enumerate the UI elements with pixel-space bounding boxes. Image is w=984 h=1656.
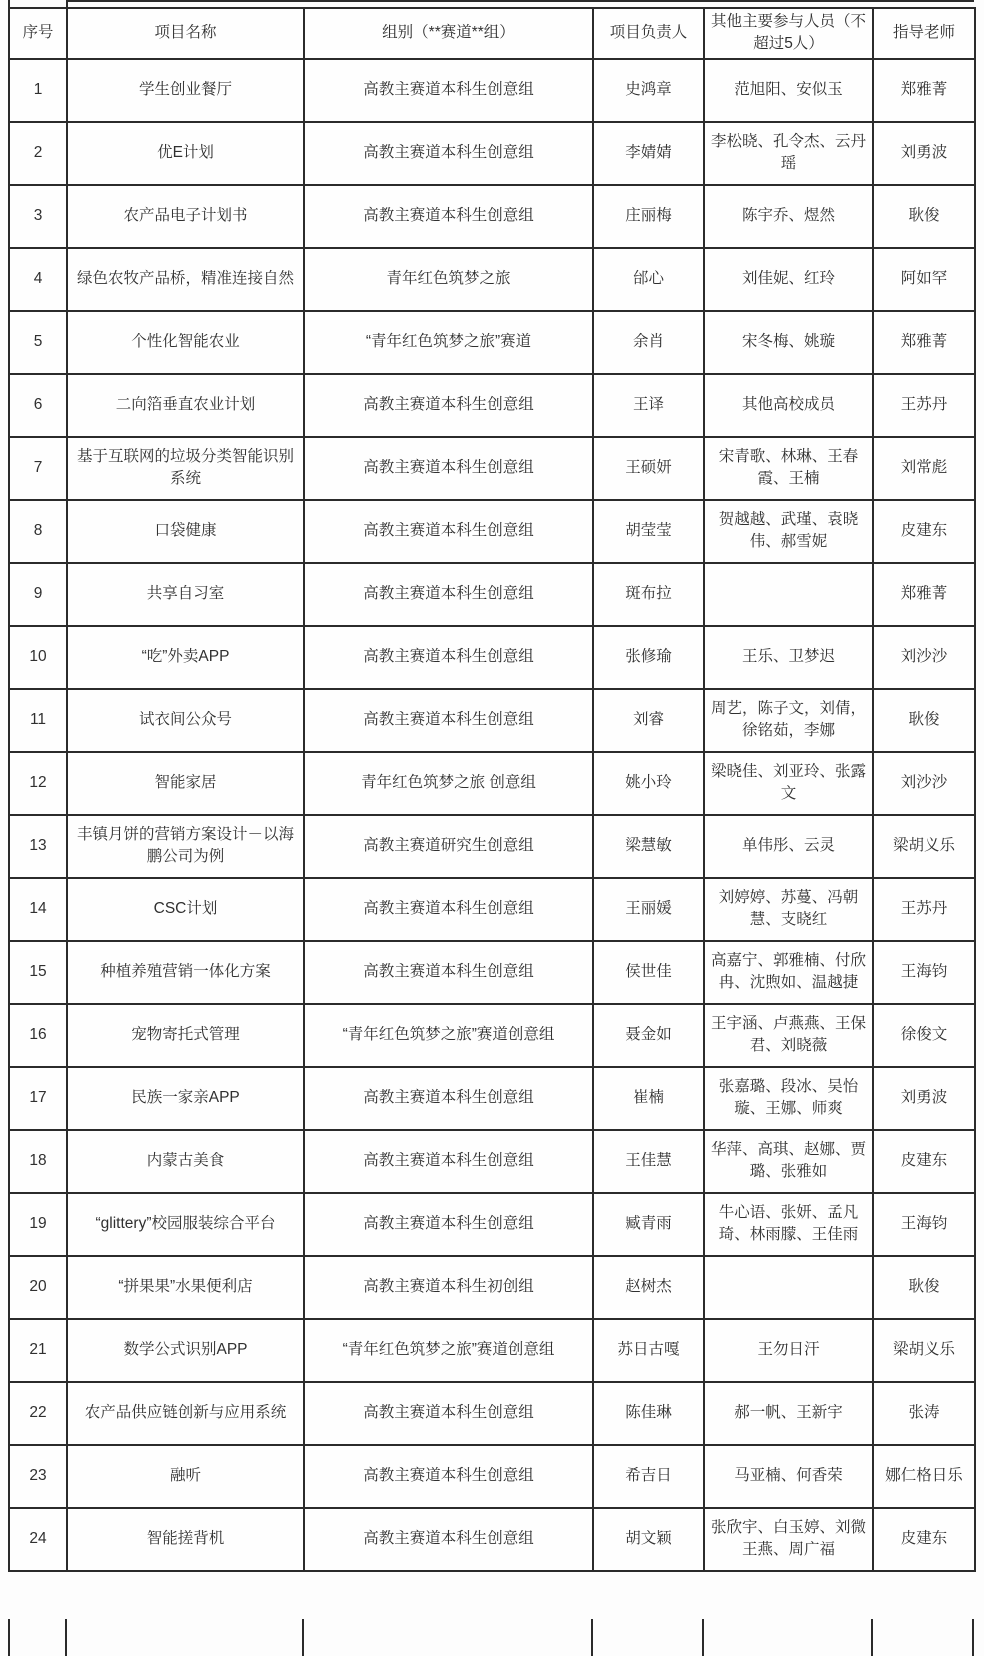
cell-leader: 邰心 xyxy=(593,248,704,311)
cell-advisor: 刘常彪 xyxy=(873,437,975,500)
table-row xyxy=(9,1067,975,1130)
cell-no: 23 xyxy=(9,1445,67,1508)
table-row xyxy=(9,941,975,1004)
cell-advisor: 郑雅菁 xyxy=(873,563,975,626)
cell-leader: 胡文颖 xyxy=(593,1508,704,1571)
cell-group: 高教主赛道本科生创意组 xyxy=(304,1445,593,1508)
cell-members: 梁晓佳、刘亚玲、张露文 xyxy=(704,752,873,815)
cell-project-name: 试衣间公众号 xyxy=(67,689,304,752)
cell-group: 高教主赛道本科生创意组 xyxy=(304,563,593,626)
cell-project-name: “吃”外卖APP xyxy=(67,626,304,689)
cell-members: 李松晓、孔令杰、云丹瑶 xyxy=(704,122,873,185)
table-row xyxy=(9,374,975,437)
table-header xyxy=(9,8,975,59)
cell-no: 14 xyxy=(9,878,67,941)
table-row xyxy=(9,563,975,626)
cell-members: 单伟彤、云灵 xyxy=(704,815,873,878)
cell-group: “青年红色筑梦之旅”赛道创意组 xyxy=(304,1319,593,1382)
cell-project-name: 数学公式识别APP xyxy=(67,1319,304,1382)
cell-advisor: 郑雅菁 xyxy=(873,311,975,374)
cell-members: 范旭阳、安似玉 xyxy=(704,59,873,122)
cell-group: 高教主赛道本科生创意组 xyxy=(304,1382,593,1445)
cell-no: 5 xyxy=(9,311,67,374)
cell-group: 高教主赛道本科生创意组 xyxy=(304,59,593,122)
cell-no: 7 xyxy=(9,437,67,500)
table-row xyxy=(9,1130,975,1193)
cell-advisor: 郑雅菁 xyxy=(873,59,975,122)
cell-advisor: 刘沙沙 xyxy=(873,752,975,815)
table-row xyxy=(9,59,975,122)
cell-advisor: 徐俊文 xyxy=(873,1004,975,1067)
cell-members: 高嘉宁、郭雅楠、付欣冉、沈煦如、温越捷 xyxy=(704,941,873,1004)
cell-project-name: 宠物寄托式管理 xyxy=(67,1004,304,1067)
cell-no: 17 xyxy=(9,1067,67,1130)
cell-group: “青年红色筑梦之旅”赛道创意组 xyxy=(304,1004,593,1067)
cell-no: 11 xyxy=(9,689,67,752)
table-crop-artifact-stub xyxy=(65,1619,67,1656)
cell-leader: 胡莹莹 xyxy=(593,500,704,563)
cell-members: 贺越越、武瑾、袁晓伟、郝雪妮 xyxy=(704,500,873,563)
cell-leader: 侯世佳 xyxy=(593,941,704,1004)
cell-project-name: CSC计划 xyxy=(67,878,304,941)
cell-advisor: 梁胡义乐 xyxy=(873,1319,975,1382)
cell-leader: 陈佳琳 xyxy=(593,1382,704,1445)
cell-no: 1 xyxy=(9,59,67,122)
cell-project-name: “glittery”校园服装综合平台 xyxy=(67,1193,304,1256)
cell-project-name: 内蒙古美食 xyxy=(67,1130,304,1193)
cell-project-name: 优E计划 xyxy=(67,122,304,185)
cell-members: 张欣宇、白玉婷、刘微 王燕、周广福 xyxy=(704,1508,873,1571)
cell-no: 18 xyxy=(9,1130,67,1193)
cell-members: 其他高校成员 xyxy=(704,374,873,437)
cell-project-name: 绿色农牧产品桥，精准连接自然 xyxy=(67,248,304,311)
cell-no: 20 xyxy=(9,1256,67,1319)
table-crop-artifact-stub xyxy=(972,1619,974,1656)
cell-advisor: 皮建东 xyxy=(873,500,975,563)
cell-leader: 姚小玲 xyxy=(593,752,704,815)
table-row xyxy=(9,1445,975,1508)
cell-advisor: 皮建东 xyxy=(873,1130,975,1193)
cell-no: 10 xyxy=(9,626,67,689)
cell-leader: 希吉日 xyxy=(593,1445,704,1508)
table-row xyxy=(9,248,975,311)
cell-advisor: 阿如罕 xyxy=(873,248,975,311)
cell-leader: 王硕妍 xyxy=(593,437,704,500)
cell-leader: 李婧婧 xyxy=(593,122,704,185)
cell-project-name: 种植养殖营销一体化方案 xyxy=(67,941,304,1004)
cell-group: 高教主赛道本科生创意组 xyxy=(304,374,593,437)
cell-members: 王乐、卫梦迟 xyxy=(704,626,873,689)
table-row xyxy=(9,1319,975,1382)
table-row xyxy=(9,500,975,563)
table-row xyxy=(9,689,975,752)
cell-group: 高教主赛道本科生创意组 xyxy=(304,941,593,1004)
table-row xyxy=(9,1508,975,1571)
header-row xyxy=(9,8,975,59)
cell-leader: 王译 xyxy=(593,374,704,437)
cell-project-name: 基于互联网的垃圾分类智能识别系统 xyxy=(67,437,304,500)
cell-group: 高教主赛道本科生创意组 xyxy=(304,1130,593,1193)
cell-project-name: 智能家居 xyxy=(67,752,304,815)
cell-leader: 崔楠 xyxy=(593,1067,704,1130)
cell-members: 宋青歌、林琳、王春霞、王楠 xyxy=(704,437,873,500)
cell-advisor: 娜仁格日乐 xyxy=(873,1445,975,1508)
cell-leader: 王佳慧 xyxy=(593,1130,704,1193)
cell-no: 15 xyxy=(9,941,67,1004)
cell-advisor: 耿俊 xyxy=(873,689,975,752)
cell-group: 高教主赛道本科生创意组 xyxy=(304,1193,593,1256)
cell-members xyxy=(704,1256,873,1319)
cell-no: 9 xyxy=(9,563,67,626)
table-row xyxy=(9,1193,975,1256)
table-crop-artifact-stub xyxy=(871,1619,873,1656)
cell-advisor: 王苏丹 xyxy=(873,878,975,941)
cell-project-name: 学生创业餐厅 xyxy=(67,59,304,122)
table-row xyxy=(9,815,975,878)
cell-group: 高教主赛道本科生创意组 xyxy=(304,185,593,248)
cell-members: 刘婷婷、苏蔓、冯朝慧、支晓红 xyxy=(704,878,873,941)
cell-leader: 斑布拉 xyxy=(593,563,704,626)
cell-project-name: 共享自习室 xyxy=(67,563,304,626)
cell-no: 21 xyxy=(9,1319,67,1382)
cell-project-name: 民族一家亲APP xyxy=(67,1067,304,1130)
cell-advisor: 王苏丹 xyxy=(873,374,975,437)
cell-no: 4 xyxy=(9,248,67,311)
table-crop-artifact-stub xyxy=(591,1619,593,1656)
cell-members: 张嘉璐、段冰、吴怡璇、王娜、师爽 xyxy=(704,1067,873,1130)
header-cell-project-name: 项目名称 xyxy=(67,8,304,59)
header-cell-members: 其他主要参与人员（不超过5人） xyxy=(704,8,873,59)
cell-advisor: 王海钧 xyxy=(873,941,975,1004)
cell-project-name: 农产品电子计划书 xyxy=(67,185,304,248)
cell-leader: 苏日古嘎 xyxy=(593,1319,704,1382)
cell-leader: 王丽媛 xyxy=(593,878,704,941)
cell-leader: 聂金如 xyxy=(593,1004,704,1067)
cell-members: 牛心语、张妍、孟凡琦、林雨朦、王佳雨 xyxy=(704,1193,873,1256)
cell-members: 郝一帆、王新宇 xyxy=(704,1382,873,1445)
cell-members: 马亚楠、何香荣 xyxy=(704,1445,873,1508)
cell-group: 高教主赛道本科生创意组 xyxy=(304,122,593,185)
cell-group: 高教主赛道本科生初创组 xyxy=(304,1256,593,1319)
cell-advisor: 王海钧 xyxy=(873,1193,975,1256)
cell-advisor: 耿俊 xyxy=(873,185,975,248)
cell-members: 王宇涵、卢燕燕、王保君、刘晓薇 xyxy=(704,1004,873,1067)
cell-members: 宋冬梅、姚璇 xyxy=(704,311,873,374)
cell-group: 高教主赛道研究生创意组 xyxy=(304,815,593,878)
cell-advisor: 刘勇波 xyxy=(873,1067,975,1130)
cell-no: 12 xyxy=(9,752,67,815)
cell-project-name: “拼果果”水果便利店 xyxy=(67,1256,304,1319)
header-cell-advisor: 指导老师 xyxy=(873,8,975,59)
cell-no: 16 xyxy=(9,1004,67,1067)
cell-no: 19 xyxy=(9,1193,67,1256)
cell-leader: 余肖 xyxy=(593,311,704,374)
table-crop-artifact-stub xyxy=(702,1619,704,1656)
cell-leader: 史鸿章 xyxy=(593,59,704,122)
cell-group: 高教主赛道本科生创意组 xyxy=(304,500,593,563)
cell-project-name: 智能搓背机 xyxy=(67,1508,304,1571)
cell-project-name: 口袋健康 xyxy=(67,500,304,563)
cell-project-name: 农产品供应链创新与应用系统 xyxy=(67,1382,304,1445)
projects-table xyxy=(8,7,976,1572)
header-cell-group: 组别（**赛道**组） xyxy=(304,8,593,59)
cell-project-name: 丰镇月饼的营销方案设计－以海鹏公司为例 xyxy=(67,815,304,878)
cell-advisor: 刘沙沙 xyxy=(873,626,975,689)
cell-project-name: 个性化智能农业 xyxy=(67,311,304,374)
cell-leader: 刘睿 xyxy=(593,689,704,752)
cell-no: 13 xyxy=(9,815,67,878)
cell-members: 王勿日汗 xyxy=(704,1319,873,1382)
cell-members: 刘佳妮、红玲 xyxy=(704,248,873,311)
cell-group: 高教主赛道本科生创意组 xyxy=(304,437,593,500)
cell-no: 6 xyxy=(9,374,67,437)
cell-members: 周艺，陈子文，刘倩，徐铭茹，李娜 xyxy=(704,689,873,752)
cell-group: 高教主赛道本科生创意组 xyxy=(304,626,593,689)
cell-group: “青年红色筑梦之旅”赛道 xyxy=(304,311,593,374)
table-crop-artifact-stub xyxy=(302,1619,304,1656)
cell-no: 2 xyxy=(9,122,67,185)
cell-no: 22 xyxy=(9,1382,67,1445)
table-row xyxy=(9,311,975,374)
cell-group: 高教主赛道本科生创意组 xyxy=(304,1067,593,1130)
cell-no: 3 xyxy=(9,185,67,248)
header-cell-no: 序号 xyxy=(9,8,67,59)
cell-group: 高教主赛道本科生创意组 xyxy=(304,1508,593,1571)
table-row xyxy=(9,1004,975,1067)
cell-members xyxy=(704,563,873,626)
table-row xyxy=(9,437,975,500)
cell-no: 24 xyxy=(9,1508,67,1571)
cell-project-name: 二向箔垂直农业计划 xyxy=(67,374,304,437)
cell-group: 高教主赛道本科生创意组 xyxy=(304,689,593,752)
cell-group: 青年红色筑梦之旅 xyxy=(304,248,593,311)
table-row xyxy=(9,878,975,941)
cell-advisor: 张涛 xyxy=(873,1382,975,1445)
table-crop-artifact-stub xyxy=(8,1619,10,1656)
cell-advisor: 皮建东 xyxy=(873,1508,975,1571)
table-row xyxy=(9,122,975,185)
cell-members: 华萍、高琪、赵娜、贾璐、张雅如 xyxy=(704,1130,873,1193)
header-cell-leader: 项目负责人 xyxy=(593,8,704,59)
cell-advisor: 耿俊 xyxy=(873,1256,975,1319)
table-row xyxy=(9,626,975,689)
cell-leader: 赵树杰 xyxy=(593,1256,704,1319)
table-row xyxy=(9,1256,975,1319)
cell-advisor: 刘勇波 xyxy=(873,122,975,185)
table-row xyxy=(9,752,975,815)
table-body xyxy=(9,59,975,1571)
table-crop-artifact-top-line xyxy=(66,0,974,2)
table-row xyxy=(9,1382,975,1445)
cell-leader: 臧青雨 xyxy=(593,1193,704,1256)
cell-members: 陈宇乔、煜然 xyxy=(704,185,873,248)
cell-leader: 张修瑜 xyxy=(593,626,704,689)
cell-project-name: 融听 xyxy=(67,1445,304,1508)
cell-leader: 梁慧敏 xyxy=(593,815,704,878)
cell-leader: 庄丽梅 xyxy=(593,185,704,248)
cell-no: 8 xyxy=(9,500,67,563)
cell-group: 高教主赛道本科生创意组 xyxy=(304,878,593,941)
table-row xyxy=(9,185,975,248)
cell-advisor: 梁胡义乐 xyxy=(873,815,975,878)
cell-group: 青年红色筑梦之旅 创意组 xyxy=(304,752,593,815)
